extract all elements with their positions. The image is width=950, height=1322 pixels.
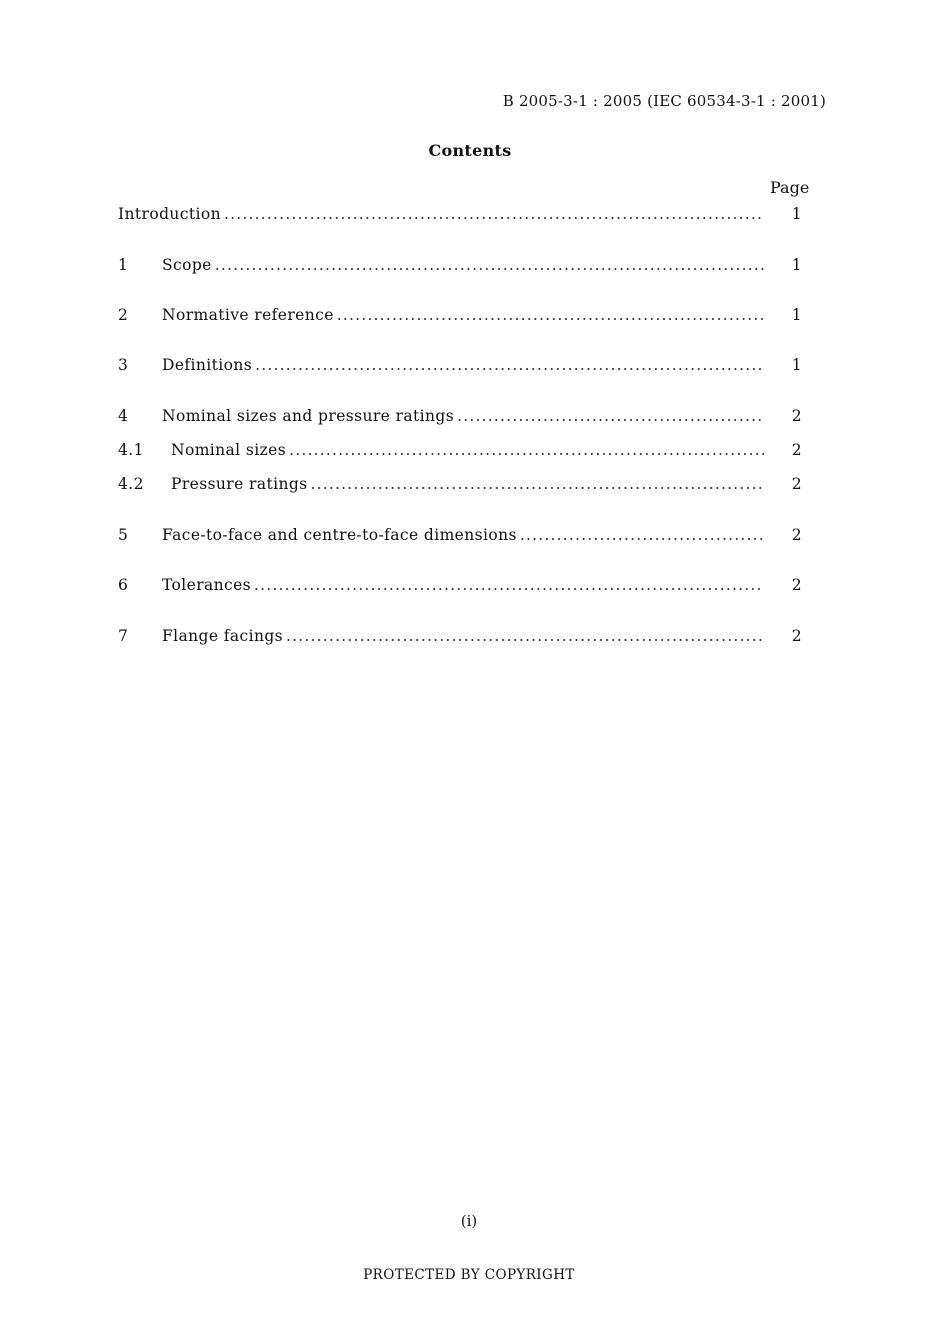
toc-entry-title: Nominal sizes and pressure ratings <box>162 407 457 425</box>
toc-entry-page: 2 <box>791 407 802 425</box>
toc-entry-page: 1 <box>791 256 802 274</box>
dot-leader <box>255 356 764 374</box>
dot-leader <box>457 407 764 425</box>
page-column-label: Page <box>770 178 810 197</box>
toc-entry-page: 1 <box>791 356 802 374</box>
toc-entry-number: 4.1 <box>118 441 144 459</box>
toc-entry-number: 1 <box>118 256 129 274</box>
toc-entry-title: Nominal sizes <box>171 441 289 459</box>
toc-entry-nominal-sizes-and-pressure-ratings[interactable] <box>118 407 806 431</box>
toc-entry-nominal-sizes[interactable] <box>118 441 806 465</box>
dot-leader <box>224 205 764 223</box>
toc-entry-page: 2 <box>791 526 802 544</box>
toc-entry-page: 2 <box>791 441 802 459</box>
toc-entry-title: Tolerances <box>162 576 254 594</box>
toc-entry-title: Introduction <box>118 205 224 223</box>
dot-leader <box>520 526 764 544</box>
copyright-notice: PROTECTED BY COPYRIGHT <box>363 1267 575 1283</box>
dot-leader <box>215 256 764 274</box>
toc-entry-title: Pressure ratings <box>171 475 311 493</box>
toc-entry-number: 7 <box>118 627 129 645</box>
dot-leader <box>289 441 764 459</box>
toc-entry-page: 2 <box>791 475 802 493</box>
toc-entry-page: 2 <box>791 627 802 645</box>
toc-entry-number: 4.2 <box>118 475 144 493</box>
toc-entry-title: Normative reference <box>162 306 337 324</box>
dot-leader <box>254 576 764 594</box>
toc-entry-introduction[interactable] <box>118 205 806 229</box>
dot-leader <box>286 627 764 645</box>
toc-entry-number: 2 <box>118 306 129 324</box>
toc-entry-page: 1 <box>791 306 802 324</box>
toc-entry-face-to-face-dimensions[interactable] <box>118 526 806 550</box>
toc-entry-page: 1 <box>791 205 802 223</box>
toc-entry-number: 6 <box>118 576 129 594</box>
dot-leader <box>337 306 764 324</box>
footer-page-number: (i) <box>460 1212 478 1230</box>
toc-entry-normative-reference[interactable] <box>118 306 806 330</box>
toc-entry-title: Face-to-face and centre-to-face dimensions <box>162 526 520 544</box>
toc-entry-title: Scope <box>162 256 215 274</box>
toc-entry-number: 5 <box>118 526 129 544</box>
dot-leader <box>311 475 764 493</box>
toc-entry-number: 4 <box>118 407 129 425</box>
toc-entry-title: Flange facings <box>162 627 286 645</box>
document-reference: B 2005-3-1 : 2005 (IEC 60534-3-1 : 2001) <box>502 92 826 110</box>
toc-entry-page: 2 <box>791 576 802 594</box>
toc-entry-title: Definitions <box>162 356 255 374</box>
toc-entry-scope[interactable] <box>118 256 806 280</box>
page-title: Contents <box>428 141 512 160</box>
toc-entry-definitions[interactable] <box>118 356 806 380</box>
toc-entry-pressure-ratings[interactable] <box>118 475 806 499</box>
toc-entry-number: 3 <box>118 356 129 374</box>
toc-entry-flange-facings[interactable] <box>118 627 806 651</box>
toc-entry-tolerances[interactable] <box>118 576 806 600</box>
